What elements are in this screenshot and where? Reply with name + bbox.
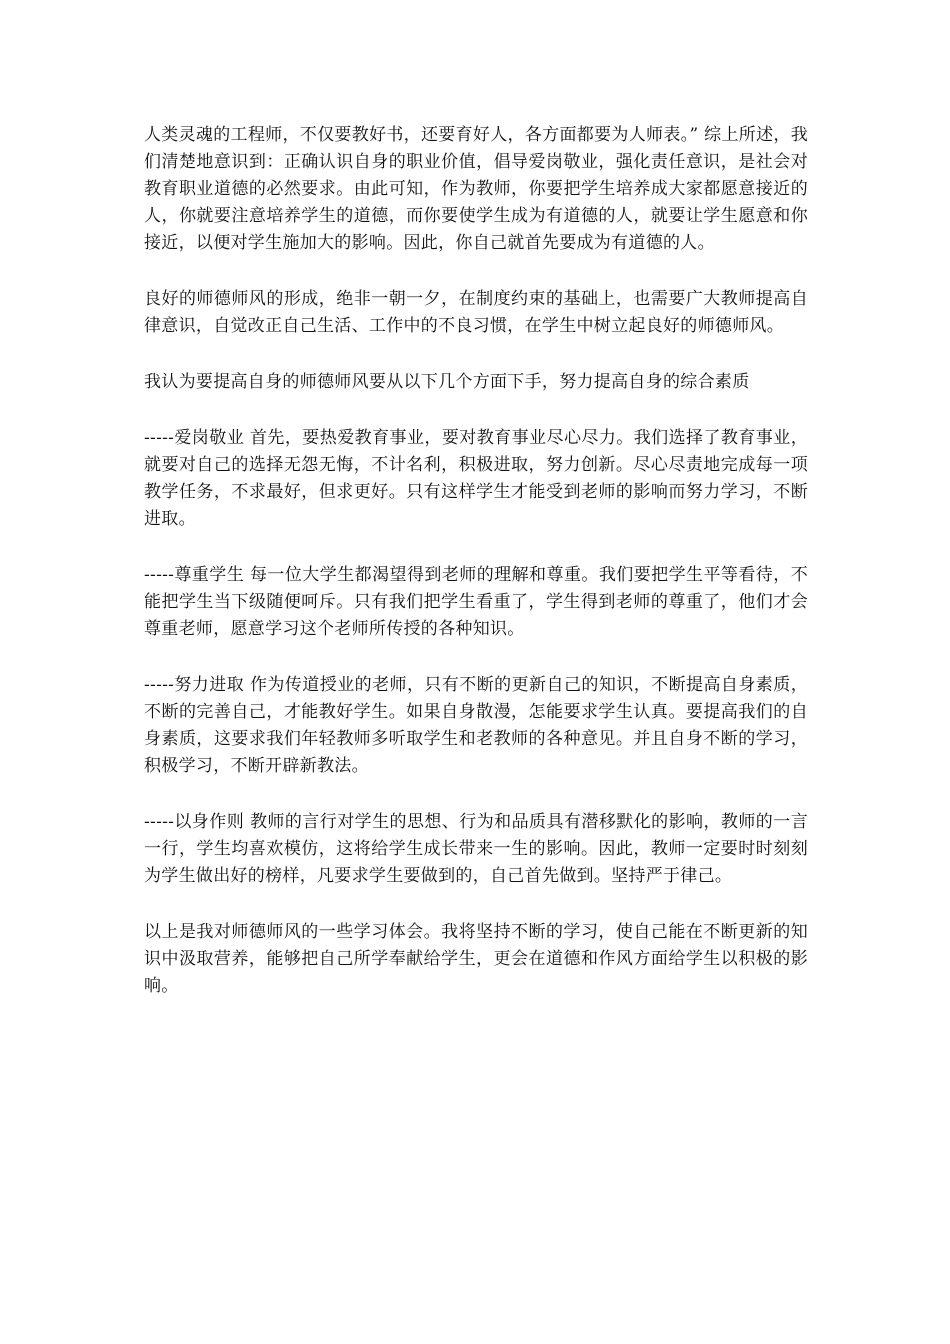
- paragraph-ethics-formation: 良好的师德师风的形成，绝非一朝一夕，在制度约束的基础上，也需要广大教师提高自律意识，自觉改正自己生活、工作中的不良习惯，在学生中树立起良好的师德师风。: [144, 289, 808, 336]
- paragraph-lead-by-example: -----以身作则 教师的言行对学生的思想、行为和品质具有潜移默化的影响，教师的一言一行，学生均喜欢模仿，这将给学生成长带来一生的影响。因此，教师一定要时时刻刻为学生做出好的榜样，凡要求学生要做到的，自己首先做到。坚持严于律己。: [144, 812, 808, 886]
- paragraph-closing: 以上是我对师德师风的一些学习体会。我将坚持不断的学习，使自己能在不断更新的知识中汲取营养，能够把自己所学奉献给学生，更会在道德和作风方面给学生以积极的影响。: [144, 922, 808, 996]
- document-page: [144, 122, 808, 1029]
- paragraph-strive-progress: -----努力进取 作为传道授业的老师，只有不断的更新自己的知识，不断提高自身素质，不断的完善自己，才能教好学生。如果自身散漫，怎能要求学生认真。要提高我们的自身素质，这要求我们年轻教师多听取学生和老教师的各种意见。并且自身不断的学习，积极学习，不断开辟新教法。: [144, 675, 808, 776]
- paragraph-intro-conclusion: 人类灵魂的工程师，不仅要教好书，还要育好人，各方面都要为人师表。” 综上所述，我们清楚地意识到：正确认识自身的职业价值，倡导爱岗敬业，强化责任意识，是社会对教育职业道德的必然要求。由此可知，作为教师，你要把学生培养成大家都愿意接近的人，你就要注意培养学生的道德，而你要使学生成为有道德的人，就要让学生愿意和你接近，以便对学生施加大的影响。因此，你自己就首先要成为有道德的人。: [144, 125, 808, 253]
- paragraph-love-job: -----爱岗敬业 首先，要热爱教育事业，要对教育事业尽心尽力。我们选择了教育事业，就要对自己的选择无怨无悔，不计名利，积极进取，努力创新。尽心尽责地完成每一项教学任务，不求最好，但求更好。只有这样学生才能受到老师的影响而努力学习，不断进取。: [144, 428, 808, 529]
- paragraph-respect-students: -----尊重学生 每一位大学生都渴望得到老师的理解和尊重。我们要把学生平等看待，不能把学生当下级随便呵斥。只有我们把学生看重了，学生得到老师的尊重了，他们才会尊重老师，愿意学习这个老师所传授的各种知识。: [144, 565, 808, 639]
- paragraph-improvement-aspects: 我认为要提高自身的师德师风要从以下几个方面下手，努力提高自身的综合素质: [144, 372, 750, 392]
